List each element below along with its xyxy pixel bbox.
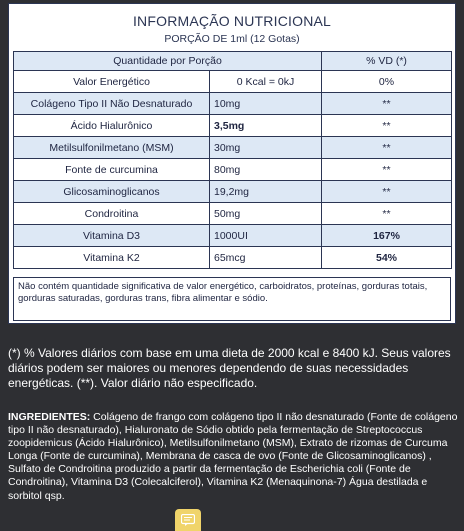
nutrient-vd: ** bbox=[322, 115, 452, 137]
panel-title: INFORMAÇÃO NUTRICIONAL bbox=[132, 13, 332, 29]
nutrient-vd: ** bbox=[322, 137, 452, 159]
nutrient-name: Colágeno Tipo II Não Desnaturado bbox=[14, 93, 210, 115]
chat-icon bbox=[181, 514, 195, 526]
nutrient-name: Vitamina K2 bbox=[14, 247, 210, 269]
nutrient-vd: 167% bbox=[322, 225, 452, 247]
nutrient-amount: 19,2mg bbox=[210, 181, 322, 203]
chat-button[interactable] bbox=[175, 509, 201, 531]
nutrient-name: Glicosaminoglicanos bbox=[14, 181, 210, 203]
nutrient-vd: ** bbox=[322, 203, 452, 225]
nutrient-name: Condroitina bbox=[14, 203, 210, 225]
nutrient-vd: ** bbox=[322, 159, 452, 181]
nutrient-vd: ** bbox=[322, 181, 452, 203]
nutrient-amount: 80mg bbox=[210, 159, 322, 181]
table-row bbox=[14, 71, 452, 93]
table-row bbox=[14, 115, 452, 137]
table-row bbox=[14, 247, 452, 269]
nutrient-vd: ** bbox=[322, 93, 452, 115]
table-row bbox=[14, 159, 452, 181]
table-header bbox=[14, 52, 452, 71]
nutrient-name: Valor Energético bbox=[14, 71, 210, 93]
nutrient-amount: 65mcg bbox=[210, 247, 322, 269]
ingredients-label: INGREDIENTES: bbox=[8, 411, 91, 423]
nutrient-name: Ácido Hialurônico bbox=[14, 115, 210, 137]
header-quantity: Quantidade por Porção bbox=[14, 52, 322, 71]
nutrient-amount: 10mg bbox=[210, 93, 322, 115]
nutrient-name: Vitamina D3 bbox=[14, 225, 210, 247]
nutrient-vd: 0% bbox=[322, 71, 452, 93]
table-row bbox=[14, 181, 452, 203]
header-vd: % VD (*) bbox=[322, 52, 452, 71]
ingredients-text bbox=[8, 411, 458, 503]
nutrient-amount: 50mg bbox=[210, 203, 322, 225]
ingredients-list: Colágeno de frango com colágeno tipo II não desnaturado (Fonte de colágeno tipo II não desnaturado), Hialuronato de Sódio obtido pela fermentação de Streptococcus zoopidemicus (Ácido Hialurônico), Metilsulfonilmetano (MSM), Extrato de rizomas de Curcuma Longa (Fonte de curcumina), Membrana de casca de ovo (Fonte de Glicosaminoglicanos) , Sulfato de Condroitina produzido a partir da fermentação de Escherichia coli (Fonte de Condroitina), Vitamina D3 (Colecalciferol), Vitamina K2 (Menaquinona-7) Água destilada e sorbitol qsp. bbox=[8, 411, 458, 502]
nutrient-amount: 30mg bbox=[210, 137, 322, 159]
nutrient-name: Fonte de curcumina bbox=[14, 159, 210, 181]
nutrient-vd: 54% bbox=[322, 247, 452, 269]
table-row bbox=[14, 225, 452, 247]
table-row bbox=[14, 137, 452, 159]
table-note: Não contém quantidade significativa de valor energético, carboidratos, proteínas, gorduras totais, gorduras saturadas, gorduras trans, fibra alimentar e sódio. bbox=[13, 277, 451, 321]
nutrient-amount: 0 Kcal = 0kJ bbox=[210, 71, 322, 93]
portion-size: PORÇÃO DE 1ml (12 Gotas) bbox=[164, 33, 300, 45]
nutrient-name: Metilsulfonilmetano (MSM) bbox=[14, 137, 210, 159]
nutrition-table bbox=[13, 51, 452, 269]
daily-value-footnote: (*) % Valores diários com base em uma dieta de 2000 kcal e 8400 kJ. Seus valores diários podem ser maiores ou menores dependendo de suas necessidades energéticas. (**). Valor diário não especificado. bbox=[8, 346, 451, 390]
table-row bbox=[14, 93, 452, 115]
nutrition-panel bbox=[8, 3, 456, 324]
table-row bbox=[14, 203, 452, 225]
nutrient-amount: 3,5mg bbox=[210, 115, 322, 137]
nutrient-amount: 1000UI bbox=[210, 225, 322, 247]
